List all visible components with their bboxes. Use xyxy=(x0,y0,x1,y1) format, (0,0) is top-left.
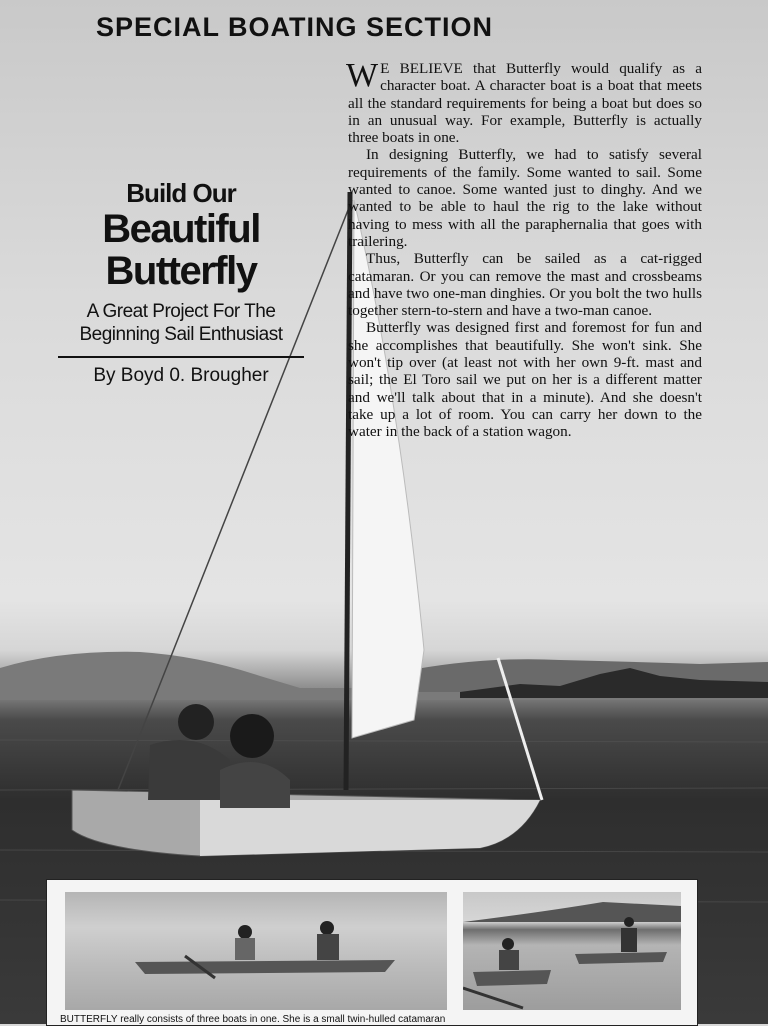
subtitle xyxy=(58,300,304,346)
subtitle-line-2: Beginning Sail Enthusiast xyxy=(79,324,283,345)
title-line-2: Beautiful xyxy=(102,207,260,251)
inset-photo-panel xyxy=(46,879,698,1026)
canoe-photo xyxy=(65,892,447,1010)
inset-caption: BUTTERFLY really consists of three boats in one. She is a small twin-hulled catamaran xyxy=(60,1014,446,1025)
article-title-block xyxy=(58,178,304,387)
title-divider xyxy=(58,356,304,358)
drop-cap: W xyxy=(346,57,379,94)
article-paragraph-3: Thus, Butterfly can be sailed as a cat-rigged catamaran. Or you can remove the mast and crossbeams and have two one-man dinghies. Or you bolt the two hulls together stern-to-stern and have a two-man canoe. xyxy=(348,250,702,320)
title-line-3: Butterfly xyxy=(105,249,257,293)
title-line-1: Build Our xyxy=(126,178,236,208)
dinghies-photo xyxy=(463,892,681,1010)
article-paragraph-4: Butterfly was designed first and foremost for fun and she accomplishes that beautifully. She won't sink. She won't tip over (at least not with her own 9-ft. mast and sail; the El Toro sail we put on her is a different matter and we'll talk about that in a minute). And she doesn't take up a lot of room. You can carry her down to the water in the back of a station wagon. xyxy=(348,319,702,441)
byline: By Boyd 0. Brougher xyxy=(93,365,269,386)
section-header: SPECIAL BOATING SECTION xyxy=(96,12,494,42)
subtitle-line-1: A Great Project For The xyxy=(86,301,276,322)
article-body xyxy=(346,57,702,441)
article-paragraph-2: In designing Butterfly, we had to satisfy several requirements of the family. Some wanted to sail. Some wanted to canoe. Some wanted just to dinghy. And we wanted to be able to haul the rig to the lake without having to mess with all the paraphernalia that goes with trailering. xyxy=(348,146,702,250)
article-paragraph-1: W E BELIEVE that Butterfly would qualify as a character boat. A character boat is a boat that meets all the standard requirements for being a boat but does so in an unusual way. For example, Butterfly is actually three boats in one. xyxy=(346,57,702,147)
